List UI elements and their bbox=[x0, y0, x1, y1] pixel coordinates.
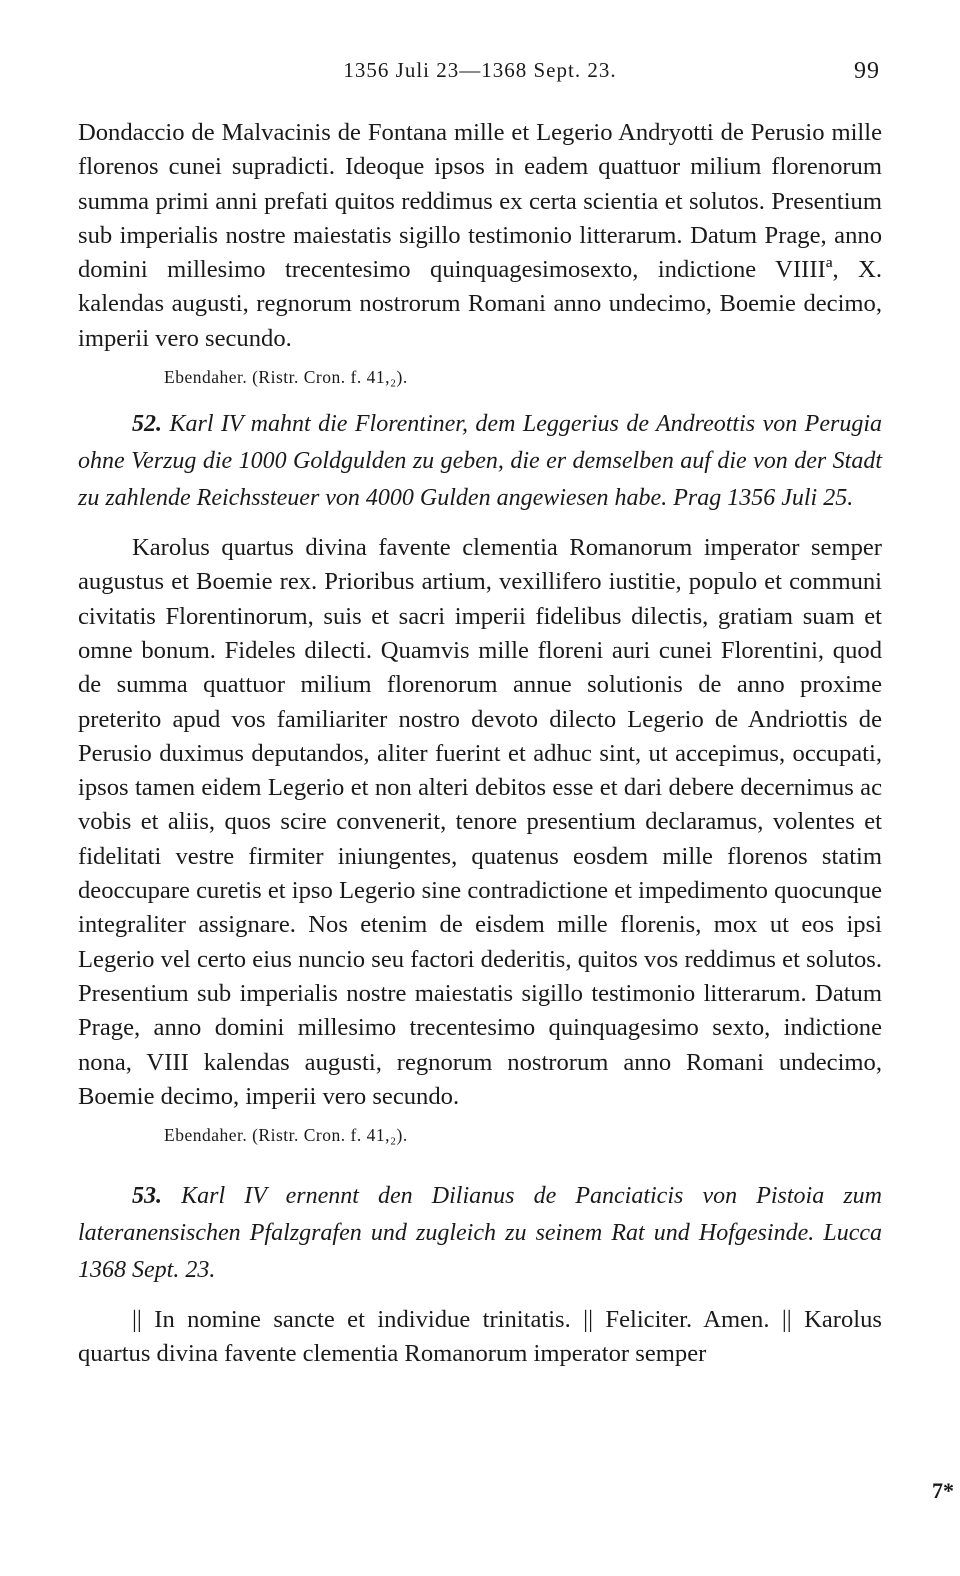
document-page bbox=[78, 58, 882, 1372]
document-53-heading bbox=[78, 1178, 882, 1289]
document-52-text: Karolus quartus divina favente clementia Romanorum imperator semper augustus et Boemie rex. Prioribus artium, vexillifero iustitie, populo et communi civitatis Florentinorum, suis et sacri imperii fidelibus dilectis, gratiam suam et omne bonum. Fideles dilecti. Quamvis mille floreni auri cunei Florentini, quod de summa quattuor milium florenorum annue solutionis de anno proxime preterito apud vos familiariter nostro devoto dilecto Legerio de Andriottis de Perusio duximus deputandos, aliter fuerint et adhuc sint, ut accepimus, occupati, ipsos tamen eidem Legerio et non alteri debitos esse et dari debere decernimus ac vobis et aliis, quos scire convenerit, tenore presentium declaramus, volentes et fidelitati vestre firmiter iniungentes, quatenus eosdem mille florenos statim deoccupare curetis et ipso Legerio sine contradictione et impedimento quocunque integraliter assignare. Nos etenim de eisdem mille florenis, mox ut eos ipsi Legerio vel certo eius nuncio seu factori dederitis, quitos vos reddimus et solutos. Presentium sub imperialis nostre maiestatis sigillo testimonio litterarum. Datum Prage, anno domini millesimo trecentesimo quinquagesimo sexto, indictione nona, VIII kalendas augusti, regnorum nostrorum anno Romani undecimo, Boemie decimo, imperii vero secundo. bbox=[78, 534, 882, 1110]
document-52-heading bbox=[78, 406, 882, 517]
page-header-title: 1356 Juli 23—1368 Sept. 23. bbox=[343, 58, 617, 82]
running-head bbox=[78, 58, 882, 94]
document-53-summary: Karl IV ernennt den Dilianus de Panciaticis von Pistoia zum lateranensischen Pfalzgrafen und zugleich zu seinem Rat und Hofgesinde. Lucca 1368 Sept. 23. bbox=[78, 1183, 882, 1284]
signature-mark: 7* bbox=[932, 1478, 954, 1503]
document-51-source: Ebendaher. (Ristr. Cron. f. 41,₂). bbox=[164, 367, 408, 388]
document-51-text: Dondaccio de Malvacinis de Fontana mille et Legerio Andryotti de Perusio mille florenos cunei supradicti. Ideoque ipsos in eadem quattuor milium florenorum summa primi anni prefati quitos reddimus ex certa scientia et solutos. Presentium sub imperialis nostre maiestatis sigillo testimonio litterarum. Datum Prage, anno domini millesimo trecentesimo quinquagesimosexto, indictione VIIIIª, X. kalendas augusti, regnorum nostrorum Romani anno undecimo, Boemie decimo, imperii vero secundo. bbox=[78, 119, 882, 352]
page-number: 99 bbox=[854, 58, 880, 84]
document-52-number: 52. bbox=[132, 411, 162, 438]
document-52-source: Ebendaher. (Ristr. Cron. f. 41,₂). bbox=[164, 1125, 408, 1146]
document-52-summary: Karl IV mahnt die Florentiner, dem Leggerius de Andreottis von Perugia ohne Verzug die 1000 Goldgulden zu geben, die er demselben auf die von der Stadt zu zahlende Reichssteuer von 4000 Gulden angewiesen habe. Prag 1356 Juli 25. bbox=[78, 411, 883, 512]
document-53-number: 53. bbox=[132, 1183, 162, 1210]
document-53-text: || In nomine sancte et individue trinitatis. || Feliciter. Amen. || Karolus quartus divina favente clementia Romanorum imperator semper bbox=[78, 1306, 882, 1368]
